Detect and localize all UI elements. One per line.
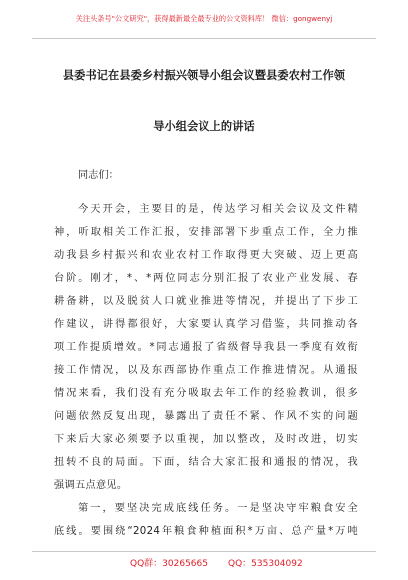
footer-qq-group: QQ群：30265665: [130, 559, 208, 569]
paragraph-line: 作建议，讲得都很好，大家要认真学习借鉴，共同推动各: [54, 319, 358, 330]
paragraph-line: 扭转不良的局面。下面，结合大家汇报和通报的情况，我: [54, 457, 358, 468]
paragraph-line: 今天开会，主要目的是，传达学习相关会议及文件精: [78, 204, 358, 215]
paragraph-line: 项工作提质增效。*同志通报了省级督导我县一季度有效衔: [54, 342, 358, 353]
salutation: 同志们：: [78, 170, 119, 181]
top-banner: 关注头条号"公文研究"，获得最新最全最专业的公文资料库！ 微信：gongwenyj: [75, 14, 333, 23]
paragraph-line: 第一，要坚决完成底线任务。一是坚决守牢粮食安全: [78, 503, 358, 514]
paragraph-line: 台阶。刚才，*、*两位同志分别汇报了农业产业发展、春: [54, 273, 358, 284]
paragraph-line: 耕备耕，以及脱贫人口就业推进等情况，并提出了下步工: [54, 296, 358, 307]
paragraph-line: 下来后大家必须要予以重视，加以整改，及时改进，切实: [54, 434, 358, 445]
footer-qq-contact: QQ：535304092: [228, 559, 303, 569]
document-title-line-2: 导小组会议上的讲话: [153, 119, 255, 133]
paragraph-line: 底线。要围绕“2024年粮食种植面积*万亩、总产量*万吨: [54, 526, 358, 537]
paragraph-line: 强调五点意见。: [54, 480, 128, 491]
paragraph-line: 问题依然反复出现，暴露出了责任不紧、作风不实的问题: [54, 411, 358, 422]
paragraph-line: 神，听取相关工作汇报，安排部署下步重点工作，全力推: [54, 227, 358, 238]
document-title-line-1: 县委书记在县委乡村振兴领导小组会议暨县委农村工作领: [62, 68, 346, 82]
paragraph-line: 情况来看，我们没有充分吸取去年工作的经验教训，很多: [54, 388, 358, 399]
footer-divider: [32, 551, 376, 552]
paragraph-line: 动我县乡村振兴和农业农村工作取得更大突破、迈上更高: [54, 250, 358, 261]
header-divider: [32, 38, 376, 39]
paragraph-line: 接工作情况，以及东西部协作重点工作推进情况。从通报: [54, 365, 358, 376]
